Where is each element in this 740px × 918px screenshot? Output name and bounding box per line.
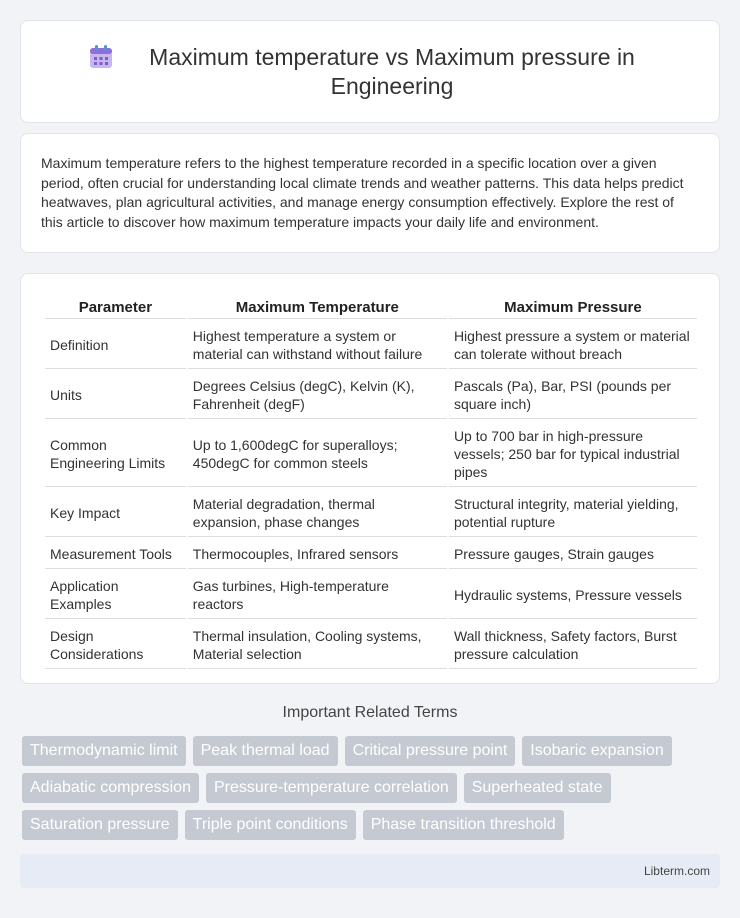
related-term-tag[interactable]: Pressure-temperature correlation (206, 773, 457, 803)
comparison-table (43, 294, 699, 671)
table-cell: Measurement Tools (45, 539, 186, 569)
table-cell: Highest pressure a system or material can tolerate without breach (449, 321, 697, 369)
intro-card (20, 133, 720, 253)
table-cell: Hydraulic systems, Pressure vessels (449, 571, 697, 619)
table-cell: Gas turbines, High-temperature reactors (188, 571, 447, 619)
table-header-row (45, 296, 697, 319)
title-card (20, 20, 720, 123)
related-terms-heading: Important Related Terms (282, 704, 458, 721)
table-cell: Wall thickness, Safety factors, Burst pressure calculation (449, 621, 697, 669)
related-term-tag[interactable]: Superheated state (464, 773, 611, 803)
related-term-tag[interactable]: Critical pressure point (345, 736, 516, 766)
table-cell: Common Engineering Limits (45, 421, 186, 487)
page-title: Maximum temperature vs Maximum pressure in Engineering (149, 43, 635, 99)
table-row (45, 571, 697, 619)
related-term-tag[interactable]: Peak thermal load (193, 736, 338, 766)
table-cell: Pressure gauges, Strain gauges (449, 539, 697, 569)
table-cell: Up to 1,600degC for superalloys; 450degC for common steels (188, 421, 447, 487)
table-cell: Material degradation, thermal expansion, phase changes (188, 489, 447, 537)
table-cell: Design Considerations (45, 621, 186, 669)
related-term-tag[interactable]: Phase transition threshold (363, 810, 564, 840)
related-term-tag[interactable]: Isobaric expansion (522, 736, 671, 766)
calendar-icon (88, 44, 114, 70)
related-terms-list (22, 736, 722, 840)
table-cell: Thermal insulation, Cooling systems, Material selection (188, 621, 447, 669)
table-cell: Definition (45, 321, 186, 369)
table-cell: Thermocouples, Infrared sensors (188, 539, 447, 569)
table-row (45, 371, 697, 419)
footer-site-link[interactable]: Libterm.com (643, 864, 710, 878)
table-row (45, 421, 697, 487)
table-cell: Pascals (Pa), Bar, PSI (pounds per square inch) (449, 371, 697, 419)
table-cell: Degrees Celsius (degC), Kelvin (K), Fahrenheit (degF) (188, 371, 447, 419)
table-cell: Key Impact (45, 489, 186, 537)
table-cell: Units (45, 371, 186, 419)
table-row (45, 539, 697, 569)
footer (20, 854, 720, 888)
table-row (45, 489, 697, 537)
related-term-tag[interactable]: Triple point conditions (185, 810, 356, 840)
table-row (45, 621, 697, 669)
comparison-table-card (20, 273, 720, 684)
header-max-pressure: Maximum Pressure (449, 296, 697, 319)
related-term-tag[interactable]: Thermodynamic limit (22, 736, 186, 766)
table-row (45, 321, 697, 369)
header-parameter: Parameter (45, 296, 186, 319)
table-cell: Highest temperature a system or material can withstand without failure (188, 321, 447, 369)
header-max-temperature: Maximum Temperature (188, 296, 447, 319)
table-cell: Structural integrity, material yielding, potential rupture (449, 489, 697, 537)
table-cell: Application Examples (45, 571, 186, 619)
table-cell: Up to 700 bar in high-pressure vessels; 250 bar for typical industrial pipes (449, 421, 697, 487)
related-term-tag[interactable]: Adiabatic compression (22, 773, 199, 803)
related-term-tag[interactable]: Saturation pressure (22, 810, 178, 840)
intro-paragraph: Maximum temperature refers to the highest temperature recorded in a specific location over a given period, often crucial for understanding local climate trends and weather patterns. This data helps predict heatwaves, plan agricultural activities, and manage energy consumption effectively. Explore the rest of this article to discover how maximum temperature impacts your daily life and environment. (41, 155, 684, 230)
